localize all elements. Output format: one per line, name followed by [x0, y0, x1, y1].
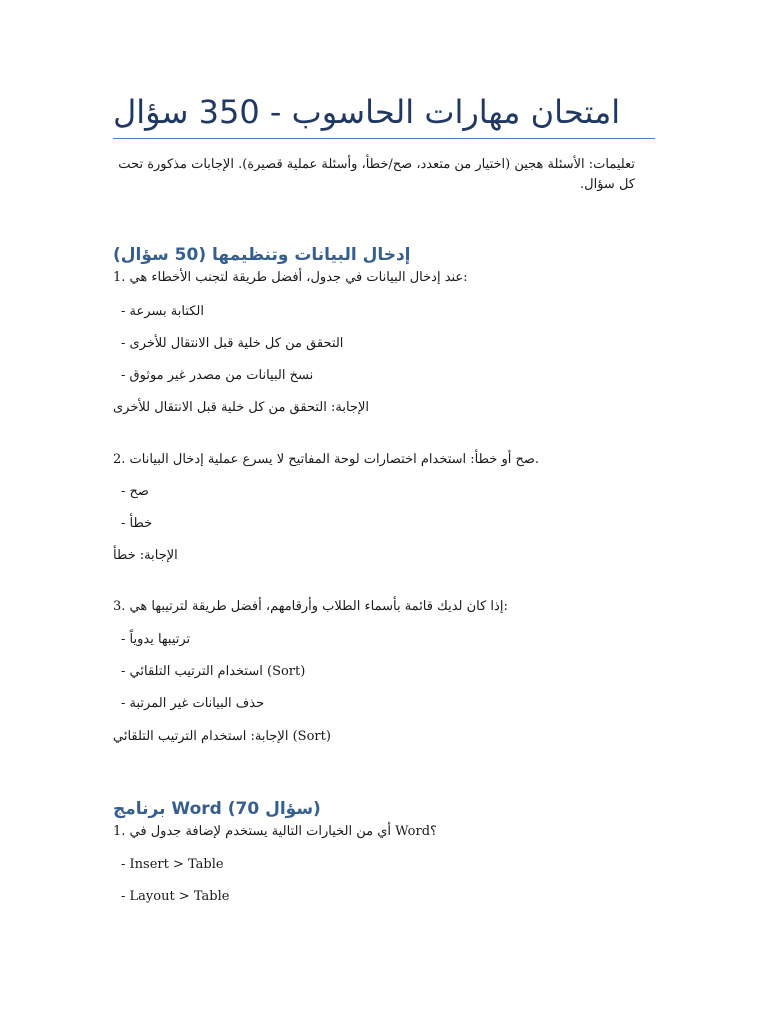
option-item: - التحقق من كل خلية قبل الانتقال للأخرى	[121, 336, 344, 351]
question-text: 2. صح أو خطأ: استخدام اختصارات لوحة المفاتيح لا يسرع عملية إدخال البيانات.	[113, 452, 540, 467]
option-item: - Insert > Table	[121, 857, 224, 872]
option-item: - حذف البيانات غير المرتبة	[121, 696, 265, 711]
answer-text: الإجابة: استخدام الترتيب التلقائي (Sort)	[113, 729, 331, 744]
option-item: - نسخ البيانات من مصدر غير موثوق	[121, 368, 314, 383]
answer-text: الإجابة: خطأ	[113, 548, 178, 563]
option-item: - استخدام الترتيب التلقائي (Sort)	[121, 664, 306, 679]
answer-text: الإجابة: التحقق من كل خلية قبل الانتقال للأخرى	[113, 400, 369, 415]
option-item: - ترتيبها يدوياً	[121, 632, 191, 647]
option-item: - صح	[121, 484, 149, 499]
option-item: - خطأ	[121, 516, 153, 531]
option-item: - الكتابة بسرعة	[121, 304, 205, 319]
question-text: 1. أي من الخيارات التالية يستخدم لإضافة جدول في Word؟	[113, 824, 437, 839]
instructions-text: تعليمات: الأسئلة هجين (اختيار من متعدد، صح/خطأ، وأسئلة عملية قصيرة). الإجابات مذكورة تحت كل سؤال.	[118, 157, 635, 192]
page-title: امتحان مهارات الحاسوب - 350 سؤال	[113, 93, 621, 131]
section-title-data-entry: إدخال البيانات وتنظيمها (50 سؤال)	[113, 245, 411, 265]
option-item: - Layout > Table	[121, 889, 230, 904]
title-underline	[113, 138, 655, 139]
question-text: 1. عند إدخال البيانات في جدول، أفضل طريقة لتجنب الأخطاء هي:	[113, 270, 468, 285]
section-title-word: برنامج Word (70 سؤال)	[113, 799, 321, 819]
question-text: 3. إذا كان لديك قائمة بأسماء الطلاب وأرقامهم، أفضل طريقة لترتيبها هي:	[113, 599, 508, 614]
